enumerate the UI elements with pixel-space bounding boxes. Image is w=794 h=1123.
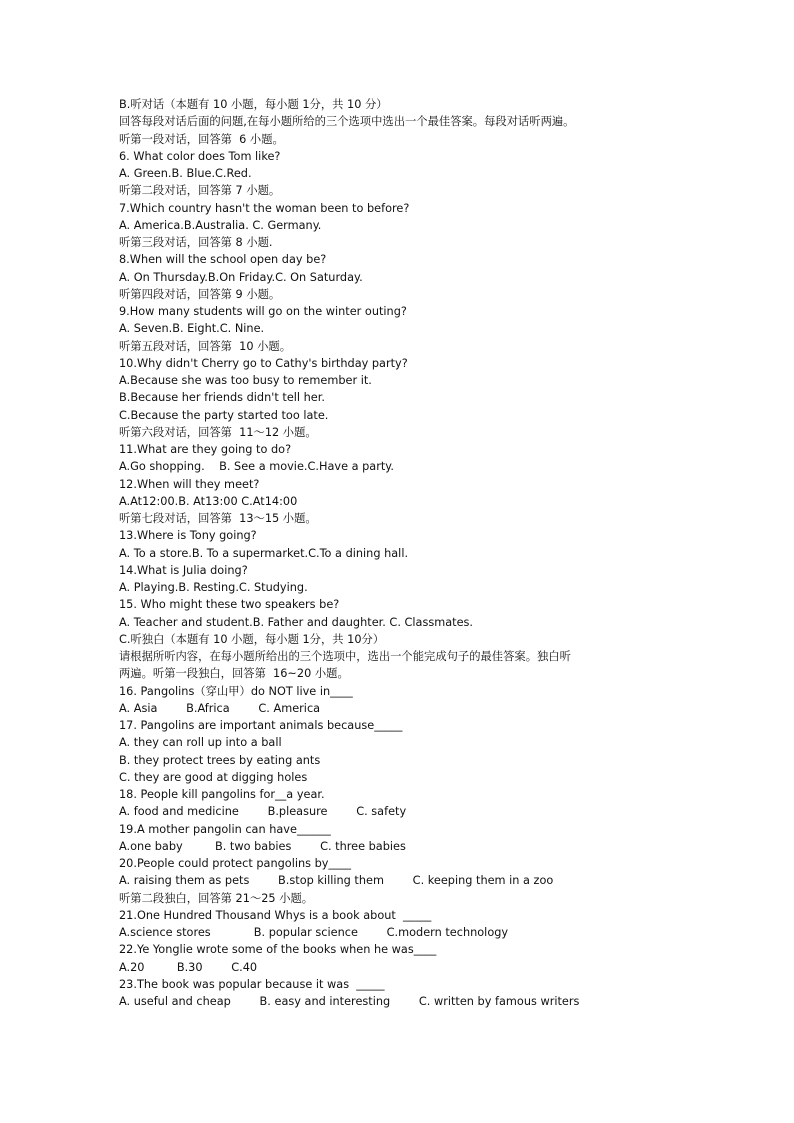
text-line: A. To a store.B. To a supermarket.C.To a dining hall. [119,546,409,560]
text-line: A.Because she was too busy to remember it. [119,374,372,387]
text-line: 听第二段对话，回答第 7 小题。 [119,184,281,198]
text-line: 听第七段对话，回答第 13～15 小题。 [119,512,317,525]
text-line: C.听独白（本题有 10 小题，每小题 1分，共 10分） [119,632,385,646]
text-line: 16. Pangolins（穿山甲）do NOT live in____ [119,684,353,698]
text-line: B. they protect trees by eating ants [119,753,321,767]
text-line: A. Teacher and student.B. Father and daughter. C. Classmates. [119,615,474,629]
text-line: A. Seven.B. Eight.C. Nine. [119,322,265,336]
text-line: 14.What is Julia doing? [119,563,248,577]
text-line: A.At12:00.B. At13:00 C.At14:00 [119,494,298,508]
text-line: 8.When will the school open day be? [119,253,327,267]
text-line: 听第二段独白，回答第 21～25 小题。 [119,891,314,905]
text-line: 6. What color does Tom like? [119,149,281,163]
text-line: A.Go shopping. B. See a movie.C.Have a party. [119,460,394,474]
text-line: 23.The book was popular because it was _____ [119,977,385,991]
text-line: A. they can roll up into a ball [119,736,282,750]
text-line: 请根据所听内容，在每小题所给出的三个选项中，选出一个能完成句子的最佳答案。独白听 [119,650,571,663]
text-line: 10.Why didn't Cherry go to Cathy's birthday party? [119,356,408,370]
text-line: A. food and medicine B.pleasure C. safety [119,805,407,819]
text-line: A. Green.B. Blue.C.Red. [119,167,252,180]
text-line: 回答每段对话后面的问题,在每小题所给的三个选项中选出一个最佳答案。每段对话听两遍。 [119,115,575,129]
text-line: A. Playing.B. Resting.C. Studying. [119,581,308,594]
text-line: A.one baby B. two babies C. three babies [119,839,406,853]
text-line: A. America.B.Australia. C. Germany. [119,218,322,232]
text-line: A. raising them as pets B.stop killing them C. keeping them in a zoo [119,874,554,888]
text-line: C.Because the party started too late. [119,408,329,422]
text-line: B.Because her friends didn't tell her. [119,391,325,405]
text-line: B.听对话（本题有 10 小题，每小题 1分，共 10 分） [119,98,388,111]
text-line: C. they are good at digging holes [119,770,308,784]
text-line: 12.When will they meet? [119,477,260,491]
text-line: 19.A mother pangolin can have______ [119,822,331,836]
text-line: 17. Pangolins are important animals because_____ [119,719,403,732]
text-line: 9.How many students will go on the winter outing? [119,305,407,318]
text-line: 21.One Hundred Thousand Whys is a book about _____ [119,908,432,922]
text-line: A. Asia B.Africa C. America [119,701,321,715]
text-line: 18. People kill pangolins for__a year. [119,788,325,801]
text-line: 听第五段对话，回答第 10 小题。 [119,339,292,353]
text-line: 7.Which country hasn't the woman been to before? [119,201,410,215]
text-line: 听第六段对话，回答第 11～12 小题。 [119,425,317,439]
text-line: A.20 B.30 C.40 [119,960,258,974]
text-line: 听第四段对话，回答第 9 小题。 [119,287,281,301]
text-line: 15. Who might these two speakers be? [119,598,340,612]
text-line: 两遍。听第一段独白，回答第 16~20 小题。 [119,667,349,681]
exam-text-block [119,96,699,1010]
text-line: 22.Ye Yonglie wrote some of the books when he was____ [119,943,437,957]
text-line: 听第三段对话，回答第 8 小题. [119,236,273,249]
text-line: A. On Thursday.B.On Friday.C. On Saturday. [119,270,363,284]
text-line: A.science stores B. popular science C.modern technology [119,926,509,939]
text-line: 13.Where is Tony going? [119,529,257,543]
text-line: 听第一段对话，回答第 6 小题。 [119,132,284,146]
text-line: 20.People could protect pangolins by____ [119,857,352,870]
text-line: A. useful and cheap B. easy and interesting C. written by famous writers [119,995,580,1008]
text-line: 11.What are they going to do? [119,443,292,456]
